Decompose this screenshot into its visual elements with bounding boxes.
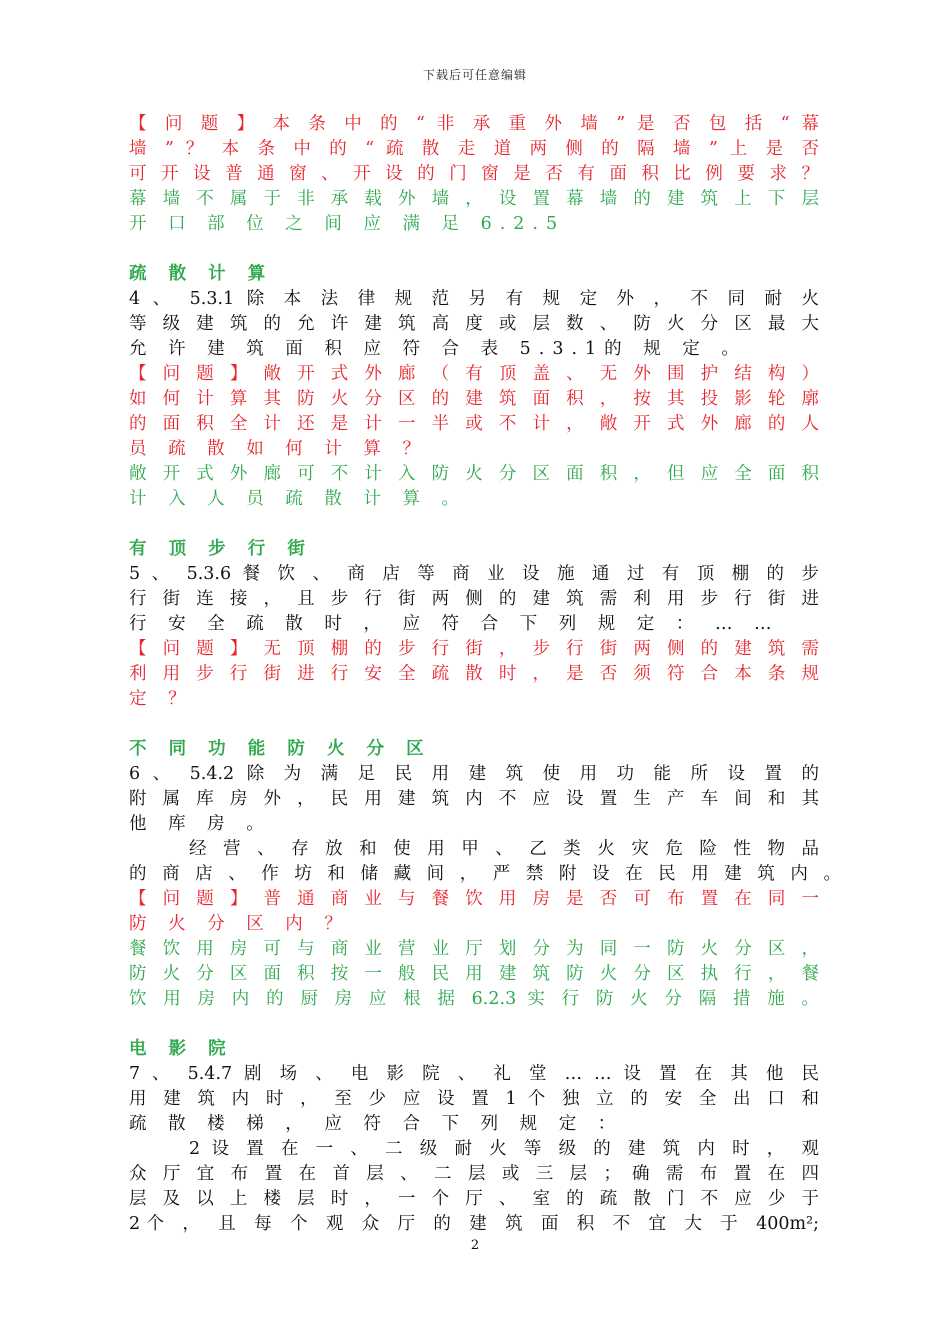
answer-line: 饮 用 房 内 的 厨 房 应 根 据 6.2.3 实 行 防 火 分 隔 措 施 。	[129, 989, 819, 1009]
clause-line: 行 街 连 接 ， 且 步 行 街 两 侧 的 建 筑 需 利 用 步 行 街 进	[129, 589, 819, 609]
answer-line: 餐 饮 用 房 可 与 商 业 营 业 厅 划 分 为 同 一 防 火 分 区 ，	[129, 939, 819, 959]
clause-line: 6 、 5.4.2 除 为 满 足 民 用 建 筑 使 用 功 能 所 设 置 的	[129, 764, 819, 784]
question-line: 如 何 计 算 其 防 火 分 区 的 建 筑 面 积 ， 按 其 投 影 轮 廓	[129, 389, 819, 409]
answer-line: 防 火 分 区 面 积 按 一 般 民 用 建 筑 防 火 分 区 执 行 ， 餐	[129, 964, 819, 984]
clause-line: 2 设 置 在 一 、 二 级 耐 火 等 级 的 建 筑 内 时 ， 观	[189, 1139, 819, 1159]
answer-line: 幕 墙 不 属 于 非 承 载 外 墙 ， 设 置 幕 墙 的 建 筑 上 下 层	[129, 189, 819, 209]
answer-line: 敞 开 式 外 廊 可 不 计 入 防 火 分 区 面 积 ， 但 应 全 面 积	[129, 464, 819, 484]
question-line: 【 问 题 】 敞 开 式 外 廊 （ 有 顶 盖 、 无 外 围 护 结 构 ）	[129, 364, 819, 384]
paragraph-gap	[129, 1012, 819, 1037]
clause-line: 经 营 、 存 放 和 使 用 甲 、 乙 类 火 灾 危 险 性 物 品	[189, 839, 819, 859]
question-line: 墙 ” ？ 本 条 中 的 “ 疏 散 走 道 两 侧 的 隔 墙 ” 上 是 否	[129, 139, 819, 159]
clause-line: 2个 ， 且 每 个 观 众 厅 的 建 筑 面 积 不 宜 大 于 400m²;	[129, 1214, 819, 1234]
clause-line: 5 、 5.3.6 餐 饮 、 商 店 等 商 业 设 施 通 过 有 顶 棚 的 步	[129, 564, 819, 584]
clause-line: 行 安 全 疏 散 时 ， 应 符 合 下 列 规 定 ： … …	[129, 614, 780, 634]
document-body	[129, 112, 841, 1237]
section-heading: 不 同 功 能 防 火 分 区	[129, 739, 432, 759]
paragraph-gap	[129, 512, 819, 537]
clause-line: 附 属 库 房 外 ， 民 用 建 筑 内 不 应 设 置 生 产 车 间 和 其	[129, 789, 819, 809]
clause-line: 用 建 筑 内 时 ， 至 少 应 设 置 1 个 独 立 的 安 全 出 口 和	[129, 1089, 819, 1109]
clause-line: 允 许 建 筑 面 积 应 符 合 表 5.3.1的 规 定 。	[129, 339, 747, 359]
question-line: 定 ？	[129, 689, 194, 709]
clause-line: 7 、 5.4.7 剧 场 、 电 影 院 、 礼 堂 … … 设 置 在 其 他 民	[129, 1064, 819, 1084]
question-line: 利 用 步 行 街 进 行 安 全 疏 散 时 ， 是 否 须 符 合 本 条 规	[129, 664, 819, 684]
page-header: 下载后可任意编辑	[422, 68, 527, 82]
question-line: 【 问 题 】 无 顶 棚 的 步 行 街 ， 步 行 街 两 侧 的 建 筑 需	[129, 639, 819, 659]
question-line: 可 开 设 普 通 窗 、 开 设 的 门 窗 是 否 有 面 积 比 例 要 求 ？	[129, 164, 819, 184]
question-line: 【 问 题 】 普 通 商 业 与 餐 饮 用 房 是 否 可 布 置 在 同 一	[129, 889, 819, 909]
section-heading: 电 影 院	[129, 1039, 234, 1059]
clause-line: 疏 散 楼 梯 ， 应 符 合 下 列 规 定 ：	[129, 1114, 624, 1134]
answer-line: 计 入 人 员 疏 散 计 算 。	[129, 489, 468, 509]
paragraph-gap	[129, 712, 819, 737]
page-number: 2	[470, 1238, 480, 1253]
question-line: 员 疏 散 如 何 计 算 ？	[129, 439, 428, 459]
clause-line: 众 厅 宜 布 置 在 首 层 、 二 层 或 三 层 ； 确 需 布 置 在 四	[129, 1164, 819, 1184]
question-line: 的 面 积 全 计 还 是 计 一 半 或 不 计 ， 敞 开 式 外 廊 的 人	[129, 414, 819, 434]
question-line: 防 火 分 区 内 ？	[129, 914, 350, 934]
clause-line: 的 商 店 、 作 坊 和 储 藏 间 ， 严 禁 附 设 在 民 用 建 筑 内 。	[129, 864, 841, 884]
clause-line: 等 级 建 筑 的 允 许 建 筑 高 度 或 层 数 、 防 火 分 区 最 大	[129, 314, 819, 334]
section-heading: 疏 散 计 算	[129, 264, 274, 284]
answer-line: 开 口 部 位 之 间 应 满 足 6.2.5	[129, 214, 566, 234]
clause-line: 4 、 5.3.1 除 本 法 律 规 范 另 有 规 定 外 ， 不 同 耐 火	[129, 289, 819, 309]
question-line: 【 问 题 】 本 条 中 的 “ 非 承 重 外 墙 ” 是 否 包 括 “ 幕	[129, 114, 819, 134]
clause-line: 他 库 房 。	[129, 814, 272, 834]
paragraph-gap	[129, 237, 819, 262]
section-heading: 有 顶 步 行 街	[129, 539, 313, 559]
clause-line: 层 及 以 上 楼 层 时 ， 一 个 厅 、 室 的 疏 散 门 不 应 少 于	[129, 1189, 819, 1209]
